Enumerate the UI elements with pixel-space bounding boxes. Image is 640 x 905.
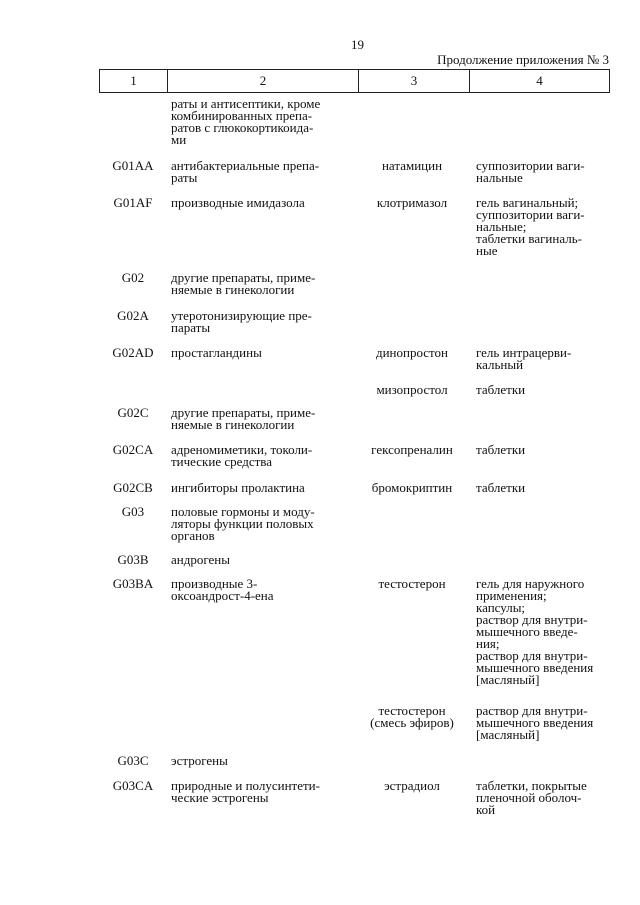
- group-name-line: простагландины: [171, 345, 262, 360]
- group-name-line: андрогены: [171, 552, 230, 567]
- dosage-form-line: таблетки: [476, 382, 526, 397]
- group-name: [171, 578, 351, 602]
- dosage-form-line: [масляный]: [476, 727, 540, 742]
- dosage-form-line: таблетки: [476, 480, 526, 495]
- atc-code: G02: [121, 270, 145, 285]
- drug-name-line: тестостерон: [378, 576, 446, 591]
- atc-code: G03: [121, 504, 145, 519]
- dosage-form-line: ния;: [476, 636, 500, 651]
- group-name-line: няемые в гинекологии: [171, 417, 295, 432]
- column-header-2: 2: [168, 70, 359, 92]
- drug-name: [358, 780, 466, 792]
- group-name: [171, 780, 351, 804]
- group-name-line: другие препараты, приме-: [171, 405, 316, 420]
- group-name-line: половые гормоны и моду-: [171, 504, 315, 519]
- drug-name: [358, 197, 466, 209]
- group-name-line: органов: [171, 528, 215, 543]
- drug-name-line: клотримазол: [376, 195, 448, 210]
- group-name-line: ратов с глюкокортикоида-: [171, 120, 314, 135]
- dosage-form: [476, 482, 621, 494]
- drug-name-line: динопростон: [375, 345, 449, 360]
- group-name-line: ляторы функции половых: [171, 516, 314, 531]
- dosage-form-line: применения;: [476, 588, 547, 603]
- group-name: [171, 506, 351, 542]
- page-number: 19: [351, 37, 364, 52]
- drug-name-line: мизопростол: [376, 382, 448, 397]
- group-name-line: антибактериальные препа-: [171, 158, 320, 173]
- drug-name-line: гексопреналин: [371, 442, 453, 457]
- dosage-form: [476, 197, 621, 257]
- drug-name: [358, 482, 466, 494]
- group-name-line: ческие эстрогены: [171, 790, 269, 805]
- group-name-line: параты: [171, 320, 211, 335]
- dosage-form-line: гель для наружного: [476, 576, 585, 591]
- atc-code: G03CA: [112, 778, 154, 793]
- group-name-line: няемые в гинекологии: [171, 282, 295, 297]
- dosage-form: [476, 780, 621, 816]
- drug-name: [358, 160, 466, 172]
- group-name-line: производные 3-: [171, 576, 258, 591]
- dosage-form-line: суппозитории ваги-: [476, 207, 585, 222]
- group-name-line: оксоандрост-4-ена: [171, 588, 274, 603]
- dosage-form: [476, 578, 621, 686]
- atc-code: G02C: [117, 405, 149, 420]
- group-name-line: раты: [171, 170, 198, 185]
- drug-name-line: эстрадиол: [384, 778, 440, 793]
- dosage-form-line: капсулы;: [476, 600, 526, 615]
- drug-name-line: тестостерон: [378, 703, 446, 718]
- dosage-form-line: раствор для внутри-: [476, 648, 588, 663]
- dosage-form-line: суппозитории ваги-: [476, 158, 585, 173]
- atc-code: G02AD: [112, 345, 154, 360]
- dosage-form-line: мышечного введения: [476, 660, 594, 675]
- group-name: [171, 444, 351, 468]
- group-name-line: раты и антисептики, кроме: [171, 96, 321, 111]
- atc-code: G03BA: [112, 576, 154, 591]
- dosage-form-line: таблетки вагиналь-: [476, 231, 582, 246]
- dosage-form-line: раствор для внутри-: [476, 612, 588, 627]
- group-name: [171, 407, 351, 431]
- group-name: [171, 160, 351, 184]
- atc-code: G03B: [117, 552, 149, 567]
- dosage-form-line: мышечного введения: [476, 715, 594, 730]
- group-name-line: утеротонизирующие пре-: [171, 308, 312, 323]
- group-name-line: тические средства: [171, 454, 273, 469]
- table-header: [99, 69, 610, 93]
- atc-code: G02A: [117, 308, 149, 323]
- group-name-line: ми: [171, 132, 187, 147]
- dosage-form-line: кой: [476, 802, 496, 817]
- atc-code: G01AF: [113, 195, 153, 210]
- drug-name-line: натамицин: [381, 158, 443, 173]
- column-header-3: 3: [359, 70, 470, 92]
- atc-code: G03C: [117, 753, 149, 768]
- drug-name: [358, 347, 466, 359]
- drug-name: [358, 705, 466, 729]
- drug-name: [358, 578, 466, 590]
- group-name: [171, 347, 351, 359]
- group-name: [171, 310, 351, 334]
- group-name-line: адреномиметики, токоли-: [171, 442, 313, 457]
- dosage-form: [476, 705, 621, 741]
- dosage-form-line: гель интрацерви-: [476, 345, 572, 360]
- continuation-caption: Продолжение приложения № 3: [437, 52, 609, 67]
- group-name: [171, 482, 351, 494]
- column-header-4: 4: [536, 73, 543, 88]
- group-name: [171, 272, 351, 296]
- dosage-form-line: таблетки, покрытые: [476, 778, 587, 793]
- dosage-form: [476, 384, 621, 396]
- dosage-form-line: гель вагинальный;: [476, 195, 579, 210]
- group-name-line: эстрогены: [171, 753, 228, 768]
- dosage-form-line: ные: [476, 243, 498, 258]
- group-name-line: природные и полусинтети-: [171, 778, 320, 793]
- group-name: [171, 98, 351, 146]
- dosage-form-line: [масляный]: [476, 672, 540, 687]
- dosage-form-line: таблетки: [476, 442, 526, 457]
- group-name: [171, 197, 351, 209]
- drug-name: [358, 444, 466, 456]
- drug-name-line: бромокриптин: [371, 480, 453, 495]
- group-name-line: комбинированных препа-: [171, 108, 313, 123]
- dosage-form-line: нальные: [476, 170, 523, 185]
- dosage-form-line: кальный: [476, 357, 524, 372]
- atc-code: G02CB: [113, 480, 153, 495]
- dosage-form-line: нальные;: [476, 219, 527, 234]
- group-name-line: ингибиторы пролактина: [171, 480, 305, 495]
- group-name-line: другие препараты, приме-: [171, 270, 316, 285]
- dosage-form: [476, 347, 621, 371]
- drug-name-line: (смесь эфиров): [370, 715, 454, 730]
- dosage-form: [476, 444, 621, 456]
- atc-code: G02CA: [112, 442, 154, 457]
- dosage-form: [476, 160, 621, 184]
- dosage-form-line: пленочной оболоч-: [476, 790, 582, 805]
- column-header-1: 1: [100, 70, 168, 92]
- group-name-line: производные имидазола: [171, 195, 305, 210]
- group-name: [171, 554, 351, 566]
- dosage-form-line: мышечного введе-: [476, 624, 578, 639]
- drug-name: [358, 384, 466, 396]
- group-name: [171, 755, 351, 767]
- atc-code: G01AA: [112, 158, 154, 173]
- dosage-form-line: раствор для внутри-: [476, 703, 588, 718]
